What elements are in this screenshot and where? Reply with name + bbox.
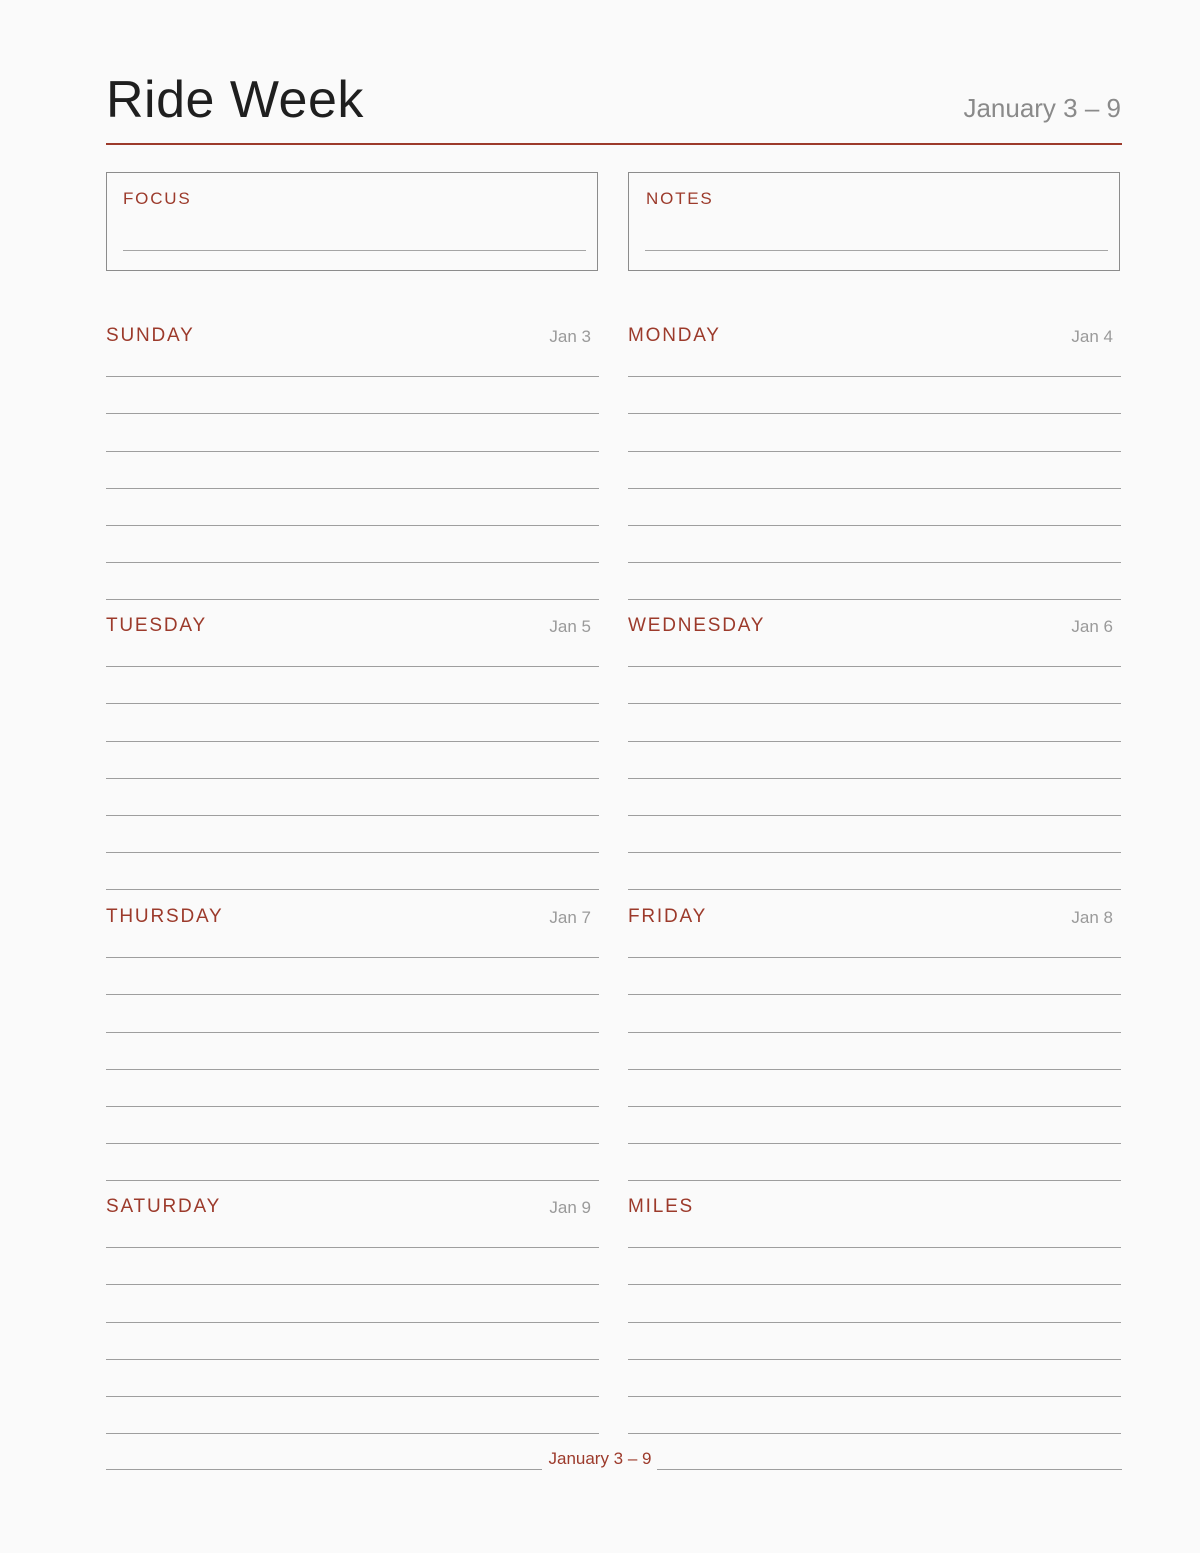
write-line[interactable] xyxy=(628,376,1121,377)
write-line[interactable] xyxy=(628,1143,1121,1144)
write-line[interactable] xyxy=(106,852,599,853)
day-name: FRIDAY xyxy=(628,906,708,927)
write-line[interactable] xyxy=(628,741,1121,742)
day-date: Jan 5 xyxy=(549,617,591,636)
write-line[interactable] xyxy=(106,451,599,452)
day-block-wednesday xyxy=(628,600,1121,890)
day-date: Jan 4 xyxy=(1071,327,1113,346)
write-line[interactable] xyxy=(106,1433,599,1434)
write-line[interactable] xyxy=(628,1032,1121,1033)
miles-label: MILES xyxy=(628,1196,695,1217)
write-line[interactable] xyxy=(106,1032,599,1033)
write-line[interactable] xyxy=(106,741,599,742)
write-line[interactable] xyxy=(106,488,599,489)
write-line[interactable] xyxy=(628,1396,1121,1397)
write-line[interactable] xyxy=(628,957,1121,958)
page-title: Ride Week xyxy=(106,71,364,129)
day-name: SATURDAY xyxy=(106,1196,222,1217)
write-line[interactable] xyxy=(628,1247,1121,1248)
footer-rule-left xyxy=(106,1469,542,1470)
write-line[interactable] xyxy=(106,599,599,600)
write-line[interactable] xyxy=(628,666,1121,667)
write-line[interactable] xyxy=(628,1106,1121,1107)
write-line[interactable] xyxy=(628,599,1121,600)
day-block-friday xyxy=(628,891,1121,1181)
write-line[interactable] xyxy=(106,1106,599,1107)
write-line[interactable] xyxy=(106,778,599,779)
day-name: THURSDAY xyxy=(106,906,224,927)
write-line[interactable] xyxy=(106,1322,599,1323)
write-line[interactable] xyxy=(106,1247,599,1248)
write-line[interactable] xyxy=(106,1284,599,1285)
write-line[interactable] xyxy=(628,562,1121,563)
notes-write-line[interactable] xyxy=(645,250,1108,251)
write-line[interactable] xyxy=(106,957,599,958)
day-block-saturday xyxy=(106,1181,599,1471)
day-name: SUNDAY xyxy=(106,325,195,346)
write-line[interactable] xyxy=(106,413,599,414)
day-block-monday xyxy=(628,310,1121,600)
write-line[interactable] xyxy=(628,889,1121,890)
write-line[interactable] xyxy=(628,703,1121,704)
day-date: Jan 9 xyxy=(549,1198,591,1217)
notes-label: NOTES xyxy=(646,189,714,208)
footer-rule-right xyxy=(657,1469,1122,1470)
write-line[interactable] xyxy=(628,778,1121,779)
day-block-sunday xyxy=(106,310,599,600)
notes-box xyxy=(628,172,1120,271)
day-name: MONDAY xyxy=(628,325,721,346)
write-line[interactable] xyxy=(628,1180,1121,1181)
footer-date-range: January 3 – 9 xyxy=(548,1449,652,1468)
day-date: Jan 3 xyxy=(549,327,591,346)
write-line[interactable] xyxy=(628,1284,1121,1285)
write-line[interactable] xyxy=(628,1359,1121,1360)
write-line[interactable] xyxy=(106,1069,599,1070)
write-line[interactable] xyxy=(106,815,599,816)
focus-box xyxy=(106,172,598,271)
write-line[interactable] xyxy=(628,1433,1121,1434)
write-line[interactable] xyxy=(628,525,1121,526)
write-line[interactable] xyxy=(106,666,599,667)
write-line[interactable] xyxy=(628,994,1121,995)
write-line[interactable] xyxy=(628,1069,1121,1070)
focus-label: FOCUS xyxy=(123,189,192,208)
write-line[interactable] xyxy=(628,815,1121,816)
day-block-thursday xyxy=(106,891,599,1181)
write-line[interactable] xyxy=(628,1322,1121,1323)
day-date: Jan 6 xyxy=(1071,617,1113,636)
write-line[interactable] xyxy=(628,488,1121,489)
write-line[interactable] xyxy=(628,413,1121,414)
write-line[interactable] xyxy=(106,1143,599,1144)
day-date: Jan 7 xyxy=(549,908,591,927)
miles-block xyxy=(628,1181,1121,1471)
day-date: Jan 8 xyxy=(1071,908,1113,927)
write-line[interactable] xyxy=(106,889,599,890)
write-line[interactable] xyxy=(106,1396,599,1397)
write-line[interactable] xyxy=(106,525,599,526)
day-name: TUESDAY xyxy=(106,615,207,636)
write-line[interactable] xyxy=(628,451,1121,452)
day-name: WEDNESDAY xyxy=(628,615,766,636)
write-line[interactable] xyxy=(106,994,599,995)
write-line[interactable] xyxy=(106,1359,599,1360)
write-line[interactable] xyxy=(106,1180,599,1181)
write-line[interactable] xyxy=(106,703,599,704)
write-line[interactable] xyxy=(106,562,599,563)
write-line[interactable] xyxy=(628,852,1121,853)
header-rule xyxy=(106,143,1122,145)
focus-write-line[interactable] xyxy=(123,250,586,251)
write-line[interactable] xyxy=(106,376,599,377)
day-block-tuesday xyxy=(106,600,599,890)
header-date-range: January 3 – 9 xyxy=(963,93,1121,123)
